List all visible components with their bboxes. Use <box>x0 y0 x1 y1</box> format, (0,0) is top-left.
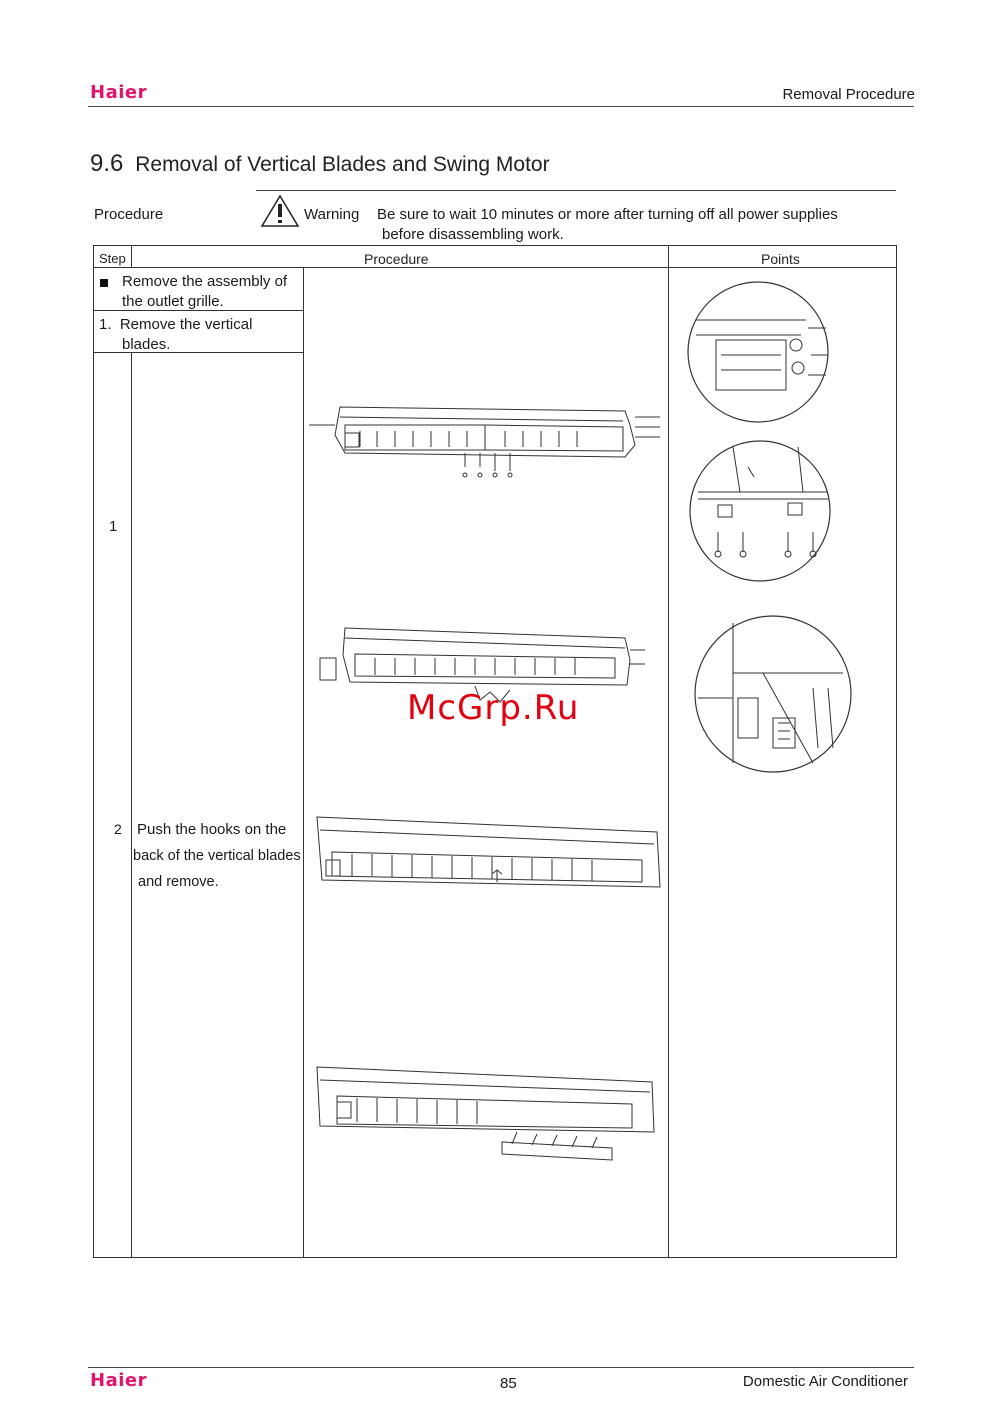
warning-line1: Be sure to wait 10 minutes or more after turning off all power supplies <box>377 206 838 223</box>
page-number: 85 <box>500 1375 517 1392</box>
warning-label: Warning <box>304 206 360 223</box>
page-title <box>90 150 550 178</box>
blades-removed-illustration <box>312 1062 662 1182</box>
header-brand-logo: Haier <box>90 82 147 103</box>
section-header-line1: Remove the assembly of <box>122 273 288 290</box>
points-detail-circle-3 <box>693 613 858 778</box>
table-header-step: Step <box>99 251 126 266</box>
table-border-left <box>93 245 94 1258</box>
points-detail-circle-2 <box>688 437 838 587</box>
footer-doc-title: Domestic Air Conditioner <box>742 1373 908 1390</box>
step-column-divider-top <box>131 245 132 267</box>
procedure-label: Procedure <box>94 206 164 223</box>
step-2-text-line3: and remove. <box>138 874 219 890</box>
table-border-right <box>896 245 897 1258</box>
points-column-divider <box>668 245 669 1258</box>
warning-triangle-icon <box>260 194 300 228</box>
footer-rule <box>88 1367 914 1368</box>
header-section-title: Removal Procedure <box>782 86 915 103</box>
step-2-text-line2: back of the vertical blades <box>133 848 301 864</box>
procedure-text-column-divider <box>303 267 304 1258</box>
step-2-number: 2 <box>114 821 122 837</box>
table-border-top <box>93 245 897 246</box>
section-header-line2: the outlet grille. <box>122 293 224 310</box>
step-1-number: 1 <box>109 518 118 535</box>
unit-screws-illustration <box>305 395 665 485</box>
bullet-square-icon <box>100 279 108 287</box>
step-2-text-line1: Push the hooks on the <box>137 821 287 838</box>
warning-top-rule <box>256 190 896 191</box>
warning-line2: before disassembling work. <box>382 226 564 243</box>
title-text: Removal of Vertical Blades and Swing Motor <box>135 153 550 176</box>
table-header-divider <box>93 267 897 268</box>
sub-header-line2: blades. <box>122 336 171 353</box>
footer-brand-logo: Haier <box>90 1370 147 1391</box>
push-hooks-illustration <box>312 812 662 907</box>
table-border-bottom <box>93 1257 897 1258</box>
header-rule <box>88 106 914 107</box>
sub-header-line1: 1. Remove the vertical <box>99 316 253 333</box>
step-column-divider <box>131 352 132 1258</box>
table-header-procedure: Procedure <box>364 251 429 267</box>
table-header-points: Points <box>761 251 800 267</box>
title-number: 9.6 <box>90 150 124 177</box>
watermark-text: McGrp.Ru <box>407 688 580 728</box>
points-detail-circle-1 <box>686 280 836 430</box>
